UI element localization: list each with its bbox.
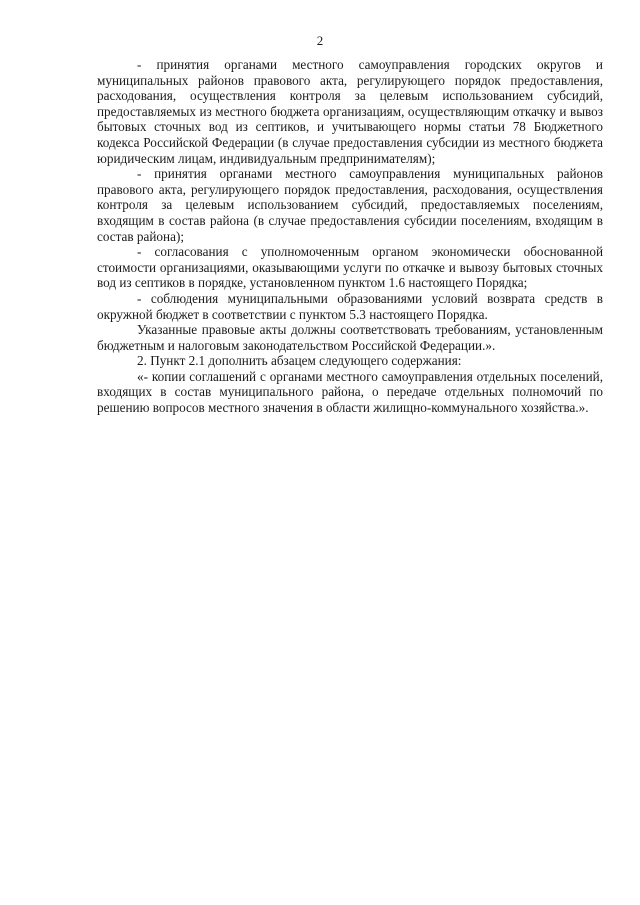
paragraph-agreements-copies: «- копии соглашений с органами местного самоуправления отдельных поселений, входящих в состав муниципального района, о передаче отдельных полномочий по решению вопросов местного значения в области жилищно-коммунального хозяйства.». — [97, 368, 603, 416]
paragraph-refund-conditions: - соблюдения муниципальными образованиями условий возврата средств в окружной бюджет в соответствии с пунктом 5.3 настоящего Порядка. — [97, 290, 603, 322]
paragraph-subsidy-organizations: - принятия органами местного самоуправления городских округов и муниципальных районов правового акта, регулирующего порядок предоставления, расходования, осуществления контроля за целевым использованием субсидий, предоставляемых из местного бюджета организациям, осуществляющим откачку и вывоз бытовых сточных вод из септиков, и учитывающего нормы статьи 78 Бюджетного кодекса Российской Федерации (в случае предоставления субсидии из местного бюджета юридическим лицам, индивидуальным предпринимателям); — [97, 57, 603, 166]
paragraph-subsidy-settlements: - принятия органами местного самоуправления муниципальных районов правового акта, регулирующего порядок предоставления, расходования, осуществления контроля за целевым использованием субсидий, предоставляемых поселениям, входящим в состав района (в случае предоставления субсидии поселениям, входящим в состав района); — [97, 166, 603, 244]
document-body — [97, 57, 603, 416]
paragraph-legal-acts-compliance: Указанные правовые акты должны соответствовать требованиям, установленным бюджетным и налоговым законодательством Российской Федерации.». — [97, 322, 603, 353]
page-number: 2 — [316, 33, 324, 48]
paragraph-cost-approval: - согласования с уполномоченным органом экономически обоснованной стоимости организациями, оказывающими услуги по откачке и вывозу бытовых сточных вод из септиков в порядке, установленном пунктом 1.6 настоящего Порядка; — [97, 244, 603, 291]
paragraph-item-2-heading: 2. Пункт 2.1 дополнить абзацем следующего содержания: — [137, 353, 462, 369]
